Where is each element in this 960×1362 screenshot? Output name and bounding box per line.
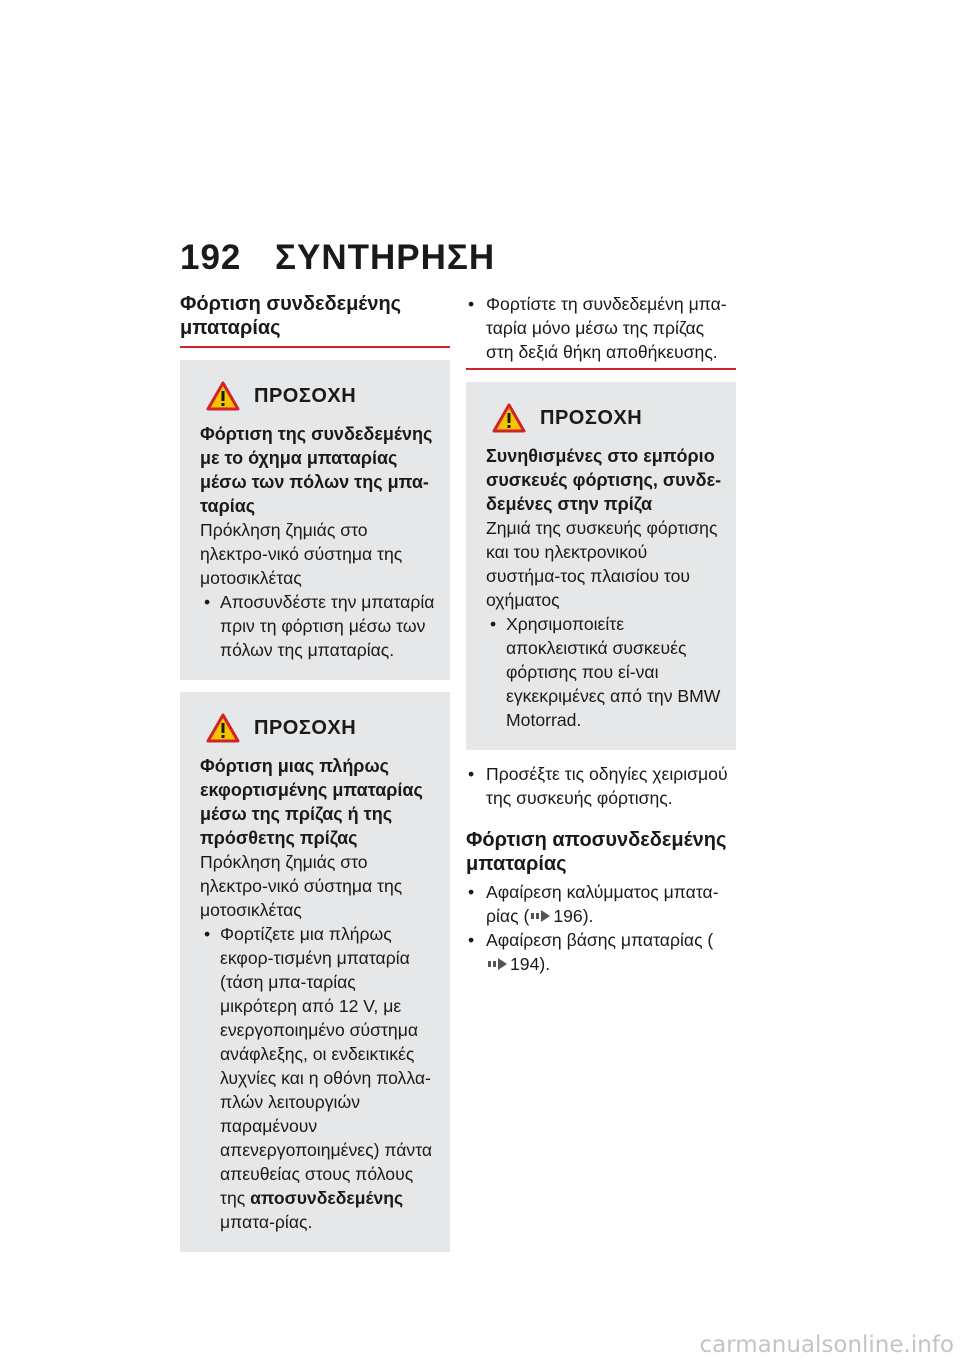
page-number: 192 [180,238,242,277]
step-item [466,880,736,928]
warning-box-2 [180,692,450,1252]
warning-triangle-icon [492,403,526,433]
warning-text: Πρόκληση ζημιάς στο ηλεκτρο-νικό σύστημα της μοτοσικλέτας [200,520,403,588]
bullet-text-end: μπατα-ρίας. [220,1212,313,1232]
warning-heading: Φόρτιση μιας πλήρως εκφορτισμένης μπαταρίας μέσω της πρίζας ή της πρόσθετης πρίζας [200,756,423,848]
right-column [466,292,736,976]
step-text: Αφαίρεση βάσης μπαταρίας ( [486,930,714,950]
warning-bullet: • Αποσυνδέστε την μπαταρία πριν τη φόρτιση μέσω των πόλων της μπαταρίας. [200,590,436,662]
section-divider [180,346,450,348]
warning-triangle-icon [206,381,240,411]
step-text-close: ). [582,906,594,926]
warning-label: ΠΡΟΣΟΧΗ [254,717,357,739]
warning-label: ΠΡΟΣΟΧΗ [254,385,357,407]
step-text: Αφαίρεση καλύμματος μπατα-ρίας ( [486,882,719,926]
page-reference-arrow-icon [529,909,551,923]
warning-bullet: • Χρησιμοποιείτε αποκλειστικά συσκευές φόρτισης που εί-ναι εγκεκριμένες από την BMW Motorrad. [486,612,722,732]
warning-heading: Φόρτιση της συνδεδεμένης με το όχημα μπαταρίας μέσω των πόλων της μπα-ταρίας [200,424,433,516]
warning-text: Ζημιά της συσκευής φόρτισης και του ηλεκτρονικού συστήμα-τος πλαισίου του οχήματος [486,518,718,610]
step-text-close: ). [539,954,551,974]
warning-box-1 [180,360,450,680]
bullet-emphasis: αποσυνδεδεμένης [250,1188,404,1208]
section-title: ΣΥΝΤΗΡΗΣΗ [275,238,496,277]
left-column [180,292,450,1252]
page-header [180,238,495,278]
instruction-bullet: • Προσέξτε τις οδηγίες χειρισμού της συσκευής φόρτισης. [466,762,736,810]
warning-bullet [200,922,436,1234]
warning-text: Πρόκληση ζημιάς στο ηλεκτρο-νικό σύστημα της μοτοσικλέτας [200,852,403,920]
step-item [466,928,736,976]
instruction-bullet: • Φορτίστε τη συνδεδεμένη μπα-ταρία μόνο μέσω της πρίζας στη δεξιά θήκη αποθήκευσης. [466,292,736,364]
bullet-text: Φορτίζετε μια πλήρως εκφορ-τισμένη μπαταρία (τάση μπα-ταρίας μικρότερη από 12 V, με ενεργοποιημένο σύστημα ανάφλεξης, οι ενδεικτικές λυχνίες και η οθόνη πολλα-πλών λειτουργιών παραμένουν απενεργοποιημένες) πάντα απευθείας στους πόλους της [220,924,433,1208]
page-reference[interactable]: 194 [510,954,540,974]
section-divider [466,368,736,370]
warning-triangle-icon [206,713,240,743]
watermark: carmanualsonline.info [699,1332,954,1358]
left-section-title: Φόρτιση συνδεδεμένης μπαταρίας [180,293,402,339]
right-section-title: Φόρτιση αποσυνδεδεμένης μπαταρίας [466,829,727,875]
page-reference-arrow-icon [486,957,508,971]
page-reference[interactable]: 196 [553,906,583,926]
warning-box-3 [466,382,736,750]
warning-heading: Συνηθισμένες στο εμπόριο συσκευές φόρτισης, συνδε-δεμένες στην πρίζα [486,446,722,514]
warning-label: ΠΡΟΣΟΧΗ [540,407,643,429]
